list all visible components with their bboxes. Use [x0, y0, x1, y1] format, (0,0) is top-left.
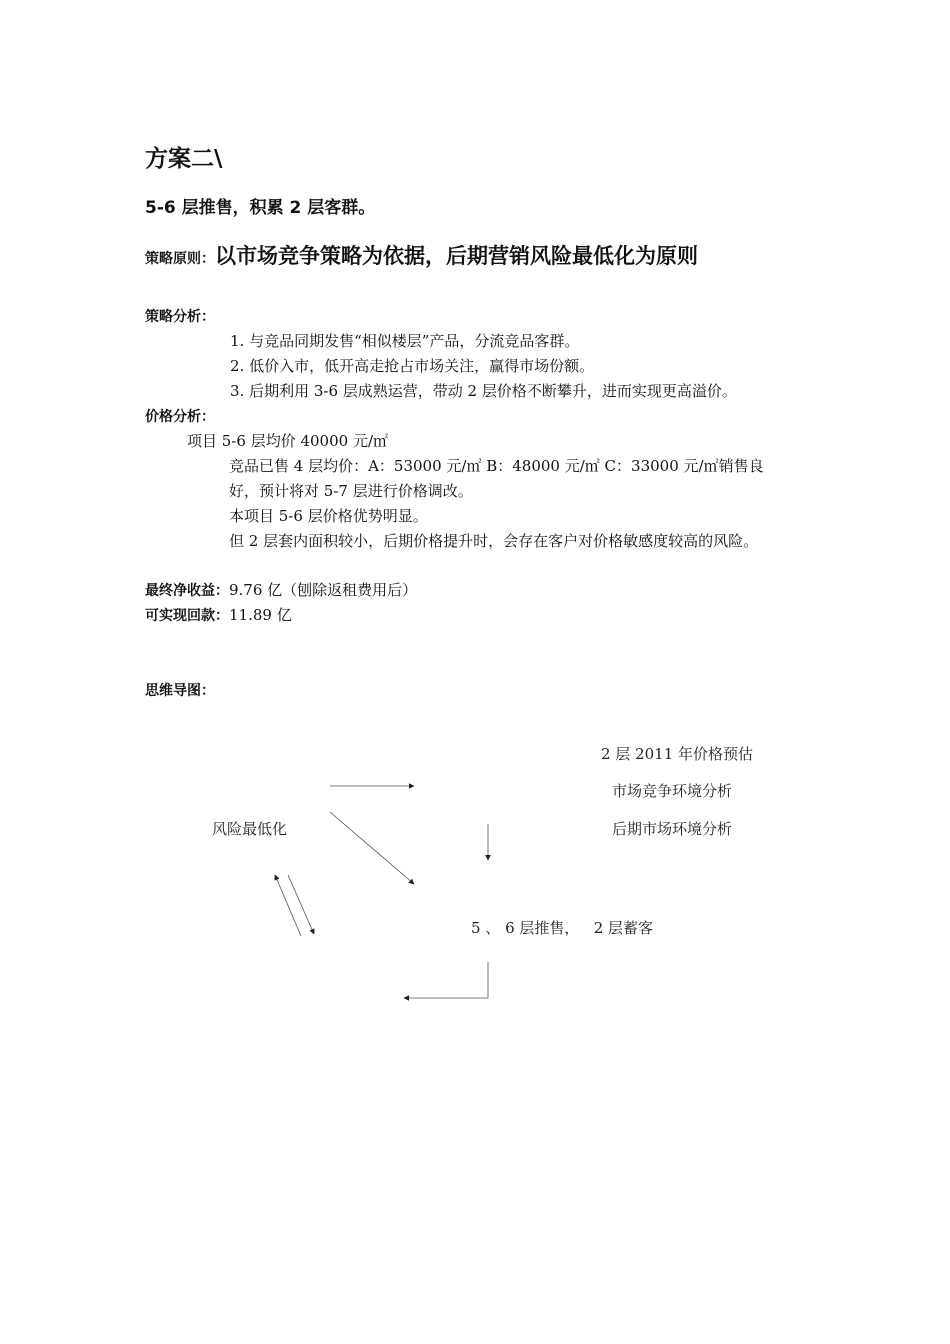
arrow-cycle-down — [288, 875, 314, 934]
net-income-label: 最终净收益： — [145, 583, 229, 599]
factor-node: 市场竞争环境分析 — [612, 782, 733, 800]
receivable-value: 11.89 亿 — [229, 606, 292, 624]
net-income-value: 9.76 亿（刨除返租费用后） — [229, 581, 418, 599]
price-risk-text: 但 2 层套内面积较小，后期价格提升时，会存在客户对价格敏感度较高的风险。 — [229, 532, 759, 550]
receivable-label: 可实现回款： — [145, 608, 229, 624]
competitor-price-text: 竞品已售 4 层均价：A：53000 元/㎡ B：48000 元/㎡ C：33000 元/㎡销售良 — [229, 457, 764, 475]
factor-node: 2 层 2011 年价格预估 — [601, 745, 754, 763]
plan-title: 方案二\ — [145, 146, 223, 172]
arrow-cycle-up — [275, 875, 301, 936]
result-node: 5 、 6 层推售， 2 层蓄客 — [471, 919, 654, 937]
strategy-item: 2. 低价入市，低开高走抢占市场关注，赢得市场份额。 — [230, 357, 595, 375]
strategy-item: 3. 后期利用 3-6 层成熟运营，带动 2 层价格不断攀升，进而实现更高溢价。 — [230, 382, 737, 400]
arrow-result-feedback — [404, 962, 488, 998]
price-advantage-text: 本项目 5-6 层价格优势明显。 — [229, 507, 428, 525]
strategy-analysis-label: 策略分析： — [145, 309, 215, 325]
risk-node: 风险最低化 — [212, 820, 288, 838]
principle-label: 策略原则： — [145, 251, 215, 267]
principle-value: 以市场竞争策略为依据，后期营销风险最低化为原则 — [215, 244, 698, 268]
factor-node: 后期市场环境分析 — [612, 820, 733, 838]
price-analysis-label: 价格分析： — [145, 409, 215, 425]
mindmap-label: 思维导图： — [145, 683, 215, 699]
competitor-price-text-cont: 好，预计将对 5-7 层进行价格调改。 — [229, 482, 473, 500]
strategy-item: 1. 与竞品同期发售“相似楼层”产品，分流竞品客群。 — [230, 332, 580, 350]
avg-price-text: 项目 5-6 层均价 40000 元/㎡ — [187, 432, 388, 450]
arrow-risk-to-result — [330, 812, 414, 884]
plan-subtitle: 5-6 层推售，积累 2 层客群。 — [145, 198, 376, 218]
